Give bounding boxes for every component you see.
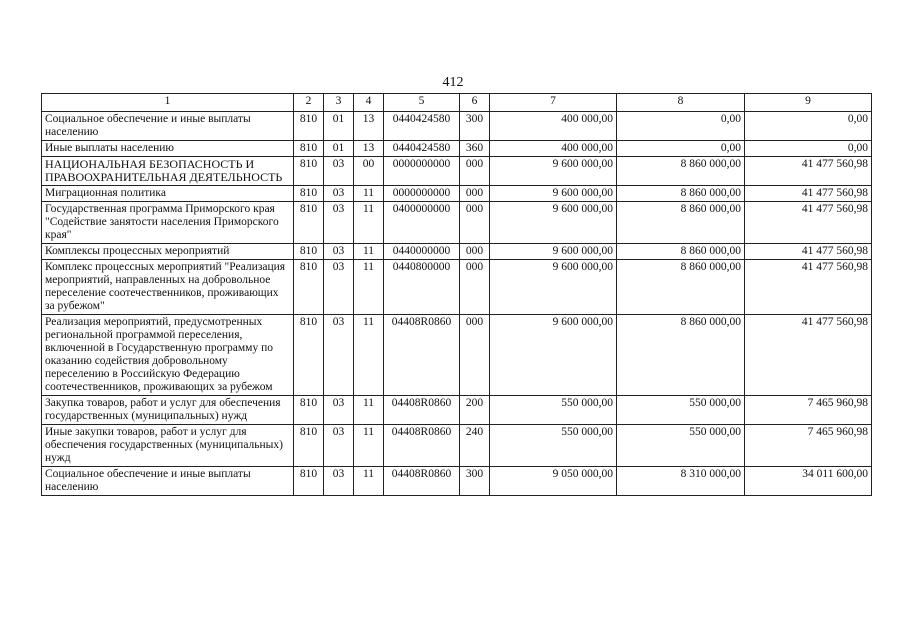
amount-cell: 550 000,00 [617,425,745,467]
code-cell: 11 [354,467,384,496]
code-cell: 03 [324,425,354,467]
code-cell: 810 [294,186,324,202]
table-row [42,141,872,157]
code-cell: 810 [294,396,324,425]
code-cell: 03 [324,315,354,396]
table-row [42,467,872,496]
code-cell: 810 [294,157,324,186]
code-cell: 03 [324,244,354,260]
table-row [42,260,872,315]
column-header: 4 [354,94,384,112]
amount-cell: 0,00 [617,141,745,157]
row-name: Иные закупки товаров, работ и услуг для обеспечения государственных (муниципальных) нужд [42,425,294,467]
amount-cell: 9 600 000,00 [490,202,617,244]
amount-cell: 41 477 560,98 [745,186,872,202]
amount-cell: 550 000,00 [490,396,617,425]
code-cell: 810 [294,141,324,157]
code-cell: 11 [354,260,384,315]
code-cell: 0440424580 [384,141,460,157]
row-name: Комплексы процессных мероприятий [42,244,294,260]
amount-cell: 9 600 000,00 [490,244,617,260]
code-cell: 11 [354,396,384,425]
code-cell: 810 [294,260,324,315]
table-row [42,396,872,425]
column-header: 1 [42,94,294,112]
row-name: Социальное обеспечение и иные выплаты населению [42,112,294,141]
code-cell: 04408R0860 [384,467,460,496]
budget-table [41,93,872,496]
code-cell: 000 [460,157,490,186]
code-cell: 01 [324,141,354,157]
amount-cell: 8 860 000,00 [617,157,745,186]
column-header: 8 [617,94,745,112]
amount-cell: 9 600 000,00 [490,186,617,202]
amount-cell: 0,00 [745,112,872,141]
code-cell: 00 [354,157,384,186]
code-cell: 000 [460,202,490,244]
code-cell: 300 [460,112,490,141]
page-number: 412 [442,75,464,90]
row-name: Иные выплаты населению [42,141,294,157]
amount-cell: 41 477 560,98 [745,244,872,260]
code-cell: 11 [354,425,384,467]
amount-cell: 400 000,00 [490,141,617,157]
header-row [42,94,872,112]
code-cell: 13 [354,112,384,141]
amount-cell: 9 050 000,00 [490,467,617,496]
amount-cell: 7 465 960,98 [745,425,872,467]
code-cell: 0000000000 [384,186,460,202]
column-header: 2 [294,94,324,112]
amount-cell: 9 600 000,00 [490,260,617,315]
amount-cell: 34 011 600,00 [745,467,872,496]
amount-cell: 41 477 560,98 [745,202,872,244]
row-name: Социальное обеспечение и иные выплаты населению [42,467,294,496]
column-header: 3 [324,94,354,112]
code-cell: 0000000000 [384,157,460,186]
amount-cell: 0,00 [617,112,745,141]
table-row [42,315,872,396]
amount-cell: 400 000,00 [490,112,617,141]
row-name: Миграционная политика [42,186,294,202]
code-cell: 11 [354,186,384,202]
code-cell: 810 [294,315,324,396]
column-header: 6 [460,94,490,112]
code-cell: 240 [460,425,490,467]
code-cell: 13 [354,141,384,157]
amount-cell: 550 000,00 [617,396,745,425]
code-cell: 0440000000 [384,244,460,260]
code-cell: 03 [324,186,354,202]
code-cell: 810 [294,244,324,260]
code-cell: 810 [294,112,324,141]
code-cell: 04408R0860 [384,425,460,467]
code-cell: 03 [324,396,354,425]
amount-cell: 8 860 000,00 [617,202,745,244]
amount-cell: 41 477 560,98 [745,260,872,315]
amount-cell: 9 600 000,00 [490,157,617,186]
code-cell: 810 [294,202,324,244]
code-cell: 810 [294,425,324,467]
amount-cell: 41 477 560,98 [745,157,872,186]
code-cell: 11 [354,315,384,396]
code-cell: 0440800000 [384,260,460,315]
code-cell: 11 [354,202,384,244]
amount-cell: 8 860 000,00 [617,186,745,202]
row-name: Государственная программа Приморского края "Содействие занятости населения Приморского края" [42,202,294,244]
table-row [42,157,872,186]
code-cell: 000 [460,315,490,396]
row-name: Закупка товаров, работ и услуг для обеспечения государственных (муниципальных) нужд [42,396,294,425]
table-row [42,186,872,202]
code-cell: 0440424580 [384,112,460,141]
table-row [42,244,872,260]
code-cell: 360 [460,141,490,157]
amount-cell: 7 465 960,98 [745,396,872,425]
column-header: 5 [384,94,460,112]
code-cell: 000 [460,244,490,260]
amount-cell: 8 860 000,00 [617,260,745,315]
table-row [42,112,872,141]
code-cell: 03 [324,260,354,315]
row-name: Реализация мероприятий, предусмотренных региональной программой переселения, включенной в Государственную программу по оказанию содействия добровольному переселению в Российскую Федерацию соотечественников, проживающих за рубежом [42,315,294,396]
code-cell: 03 [324,467,354,496]
code-cell: 01 [324,112,354,141]
code-cell: 04408R0860 [384,315,460,396]
code-cell: 0400000000 [384,202,460,244]
column-header: 9 [745,94,872,112]
code-cell: 04408R0860 [384,396,460,425]
column-header: 7 [490,94,617,112]
code-cell: 000 [460,186,490,202]
amount-cell: 8 860 000,00 [617,315,745,396]
row-name: НАЦИОНАЛЬНАЯ БЕЗОПАСНОСТЬ И ПРАВООХРАНИТЕЛЬНАЯ ДЕЯТЕЛЬНОСТЬ [42,157,294,186]
code-cell: 03 [324,157,354,186]
table-row [42,202,872,244]
amount-cell: 8 310 000,00 [617,467,745,496]
table-row [42,425,872,467]
amount-cell: 550 000,00 [490,425,617,467]
code-cell: 300 [460,467,490,496]
row-name: Комплекс процессных мероприятий "Реализация мероприятий, направленных на добровольное переселение соотечественников, проживающих за рубежом" [42,260,294,315]
amount-cell: 9 600 000,00 [490,315,617,396]
amount-cell: 0,00 [745,141,872,157]
code-cell: 03 [324,202,354,244]
amount-cell: 41 477 560,98 [745,315,872,396]
code-cell: 200 [460,396,490,425]
code-cell: 000 [460,260,490,315]
code-cell: 11 [354,244,384,260]
amount-cell: 8 860 000,00 [617,244,745,260]
code-cell: 810 [294,467,324,496]
